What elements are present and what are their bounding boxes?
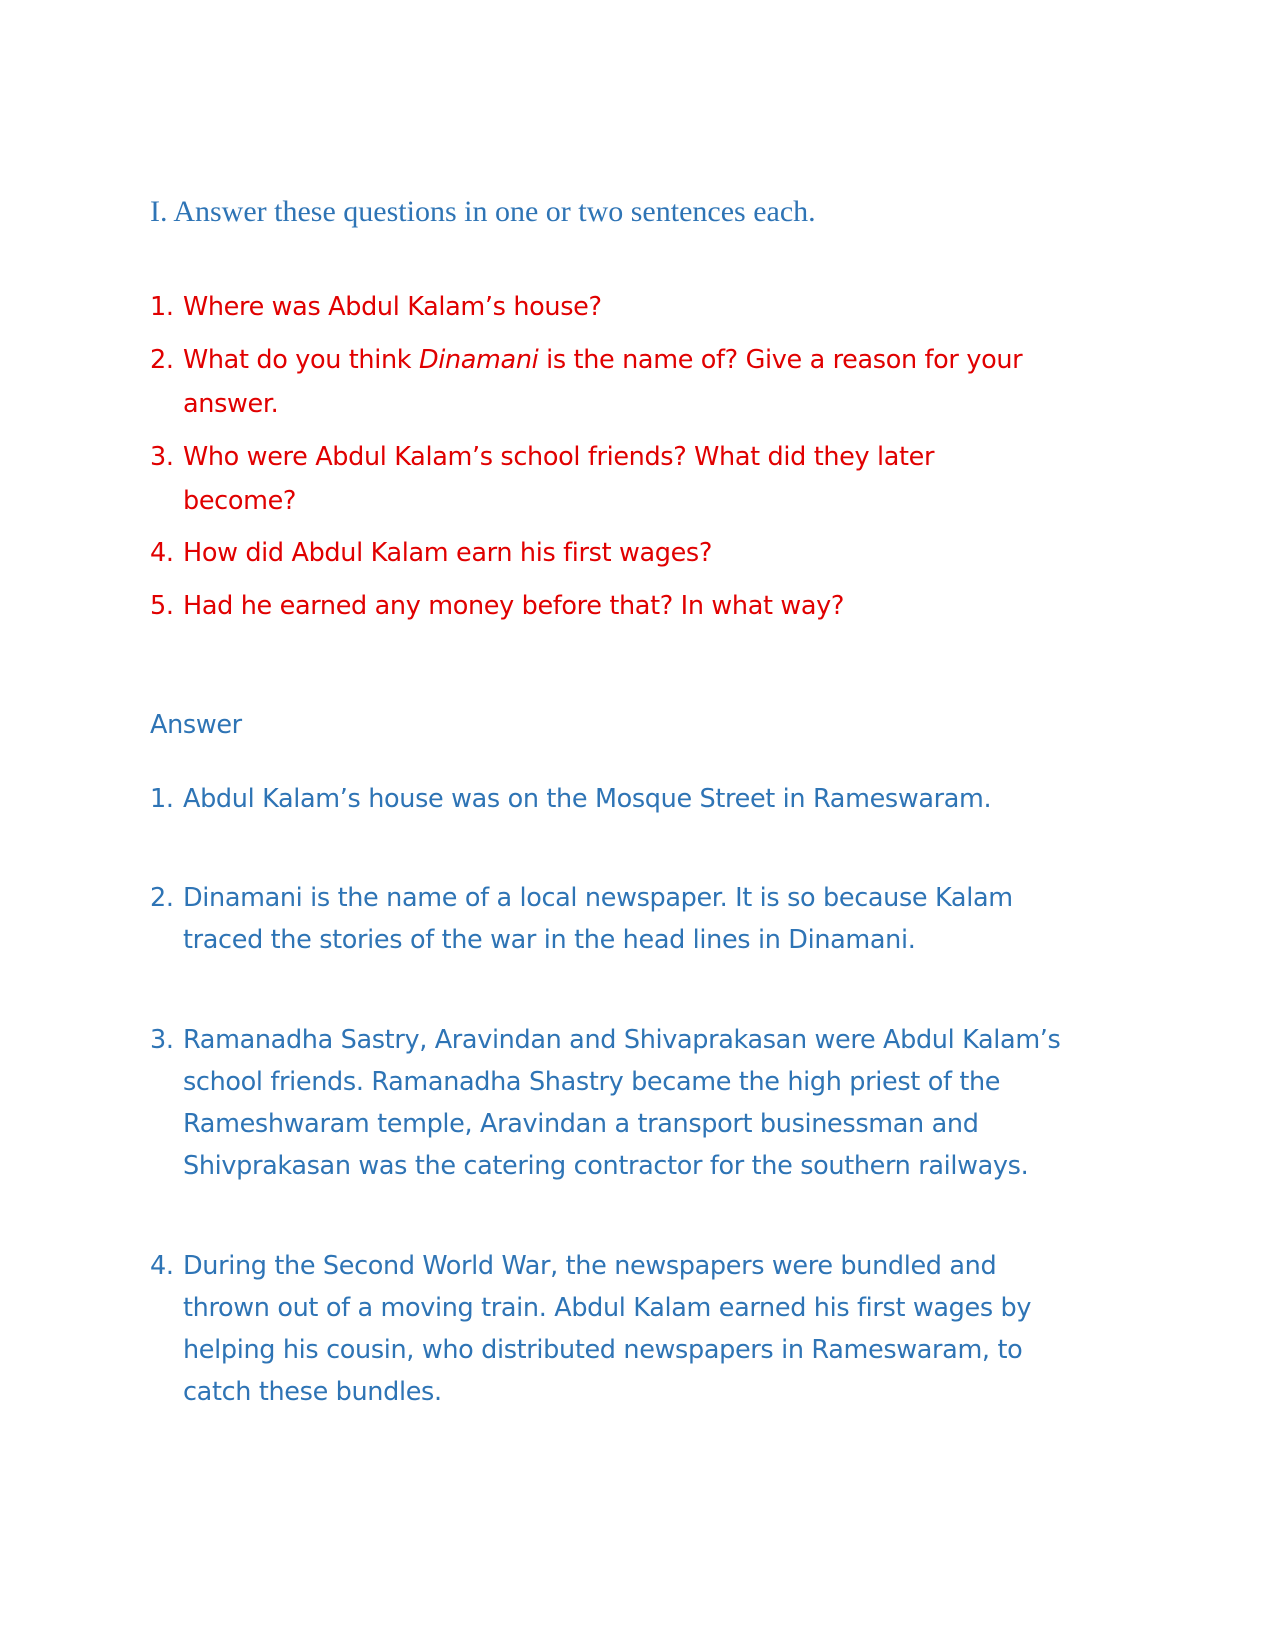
answer-4-continuation: thrown out of a moving train. Abdul Kalam earned his first wages by	[183, 1293, 1032, 1323]
answer-number: 4.	[150, 1251, 174, 1281]
question-number: 1.	[150, 292, 174, 322]
answer-label: Answer	[150, 710, 242, 740]
question-text-post: is the name of? Give a reason for your	[538, 345, 1023, 375]
question-number: 5.	[150, 591, 174, 621]
answer-number: 2.	[150, 883, 174, 913]
question-1	[150, 292, 602, 322]
question-2	[150, 345, 1022, 375]
answer-text: Dinamani is the name of a local newspaper. It is so because Kalam	[183, 883, 1013, 913]
question-number: 2.	[150, 345, 174, 375]
answer-4-continuation: catch these bundles.	[183, 1377, 442, 1407]
answer-3-continuation: Rameshwaram temple, Aravindan a transport businessman and	[183, 1109, 979, 1139]
question-text: Who were Abdul Kalam’s school friends? What did they later	[183, 442, 935, 472]
answer-number: 1.	[150, 784, 174, 814]
question-text: Had he earned any money before that? In what way?	[183, 591, 845, 621]
answer-4-continuation: helping his cousin, who distributed newspapers in Rameswaram, to	[183, 1335, 1023, 1365]
answer-2	[150, 883, 1013, 913]
answer-2-continuation: traced the stories of the war in the head lines in Dinamani.	[183, 925, 916, 955]
question-number: 3.	[150, 442, 174, 472]
answer-text: Ramanadha Sastry, Aravindan and Shivaprakasan were Abdul Kalam’s	[183, 1025, 1061, 1055]
answer-text: During the Second World War, the newspapers were bundled and	[183, 1251, 997, 1281]
question-3-continuation: become?	[183, 486, 297, 516]
question-text: How did Abdul Kalam earn his first wages?	[183, 538, 713, 568]
section-heading: I. Answer these questions in one or two sentences each.	[150, 195, 816, 228]
question-text-pre: What do you think	[183, 345, 419, 375]
answer-3-continuation: Shivprakasan was the catering contractor for the southern railways.	[183, 1151, 1029, 1181]
answer-3	[150, 1025, 1061, 1055]
answer-4	[150, 1251, 996, 1281]
answer-3-continuation: school friends. Ramanadha Shastry became the high priest of the	[183, 1067, 1001, 1097]
question-number: 4.	[150, 538, 174, 568]
question-text: Where was Abdul Kalam’s house?	[183, 292, 602, 322]
question-3	[150, 442, 934, 472]
question-4	[150, 538, 712, 568]
answer-text: Abdul Kalam’s house was on the Mosque Street in Rameswaram.	[183, 784, 992, 814]
question-2-continuation: answer.	[183, 389, 279, 419]
answer-1	[150, 784, 991, 814]
question-5	[150, 591, 844, 621]
question-text-italic: Dinamani	[418, 345, 539, 375]
answer-number: 3.	[150, 1025, 174, 1055]
